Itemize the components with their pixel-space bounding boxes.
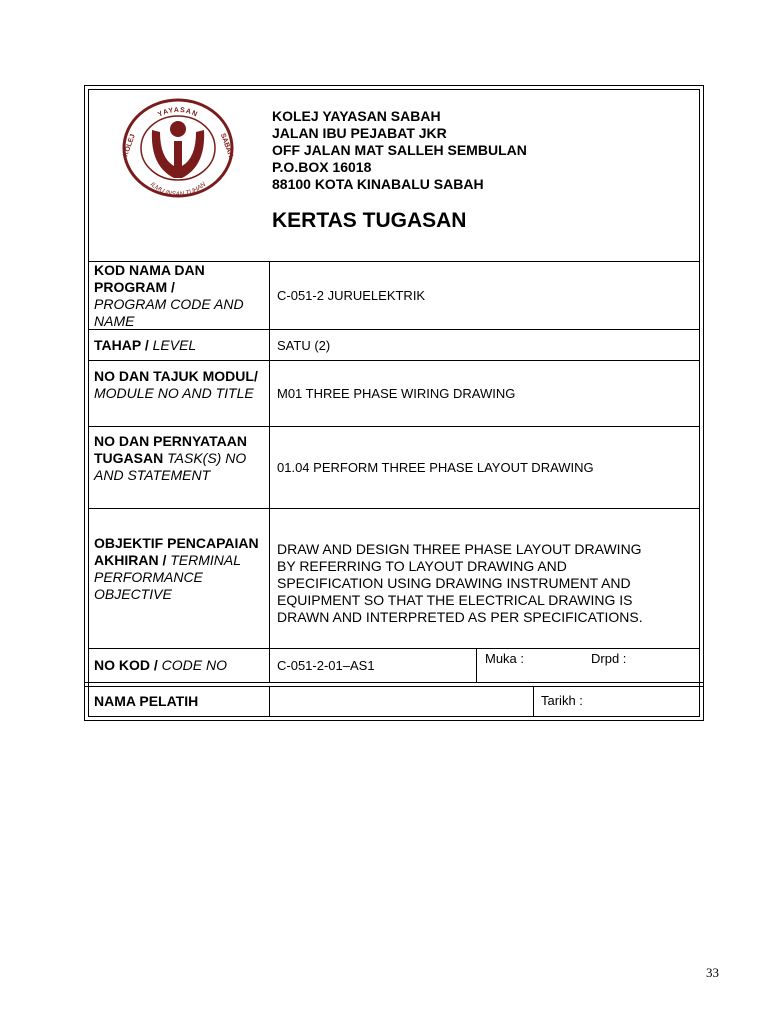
row-divider: [84, 682, 704, 683]
page-number: 33: [706, 965, 719, 980]
code-label: NO KOD / CODE NO: [94, 657, 228, 673]
trainee-name-label: NAMA PELATIH: [94, 693, 199, 709]
objective-line: SPECIFICATION USING DRAWING INSTRUMENT AND: [277, 575, 631, 591]
column-divider: [476, 648, 477, 682]
logo-right-arm-shape: [182, 130, 204, 178]
program-value: C-051-2 JURUELEKTRIK: [277, 288, 426, 303]
logo-body-shape: [174, 141, 182, 178]
address-line: OFF JALAN MAT SALLEH SEMBULAN: [272, 142, 527, 158]
row-divider: [84, 686, 704, 687]
address-line: JALAN IBU PEJABAT JKR: [272, 125, 447, 141]
row-divider: [88, 648, 700, 649]
code-value: C-051-2-01–AS1: [277, 658, 375, 673]
logo-bottom-text: ILMU INSAN TUHAN: [148, 180, 208, 198]
column-divider: [269, 686, 270, 717]
column-divider: [269, 261, 270, 648]
document-title: KERTAS TUGASAN: [272, 209, 467, 232]
logo-top-text: YAYASAN: [156, 106, 199, 119]
objective-value: [277, 541, 697, 626]
program-label: KOD NAMA DAN PROGRAM / PROGRAM CODE AND NAME: [94, 262, 244, 329]
logo-left-arm-shape: [152, 130, 174, 178]
row-divider: [88, 508, 700, 509]
module-value: M01 THREE PHASE WIRING DRAWING: [277, 386, 516, 401]
muka-label: Muka :: [485, 651, 525, 666]
level-label: TAHAP / LEVEL: [94, 337, 197, 353]
objective-label: OBJEKTIF PENCAPAIAN AKHIRAN / TERMINAL PERFORMANCE OBJECTIVE: [94, 535, 259, 602]
logo-right-text: SABAH: [218, 132, 234, 159]
logo-left-text: KOLEJ: [122, 133, 137, 158]
objective-line: EQUIPMENT SO THAT THE ELECTRICAL DRAWING IS: [277, 592, 633, 608]
date-label: Tarikh :: [541, 693, 583, 708]
college-logo: [118, 96, 238, 198]
address-line: KOLEJ YAYASAN SABAH: [272, 108, 441, 124]
drpd-label: Drpd :: [591, 651, 627, 666]
task-value: 01.04 PERFORM THREE PHASE LAYOUT DRAWING: [277, 460, 594, 475]
row-divider: [88, 426, 700, 427]
address-line: 88100 KOTA KINABALU SABAH: [272, 176, 484, 192]
logo-head-shape: [170, 121, 186, 137]
objective-line: DRAW AND DESIGN THREE PHASE LAYOUT DRAWING: [277, 541, 642, 557]
task-label: NO DAN PERNYATAAN TUGASAN TASK(S) NO AND STATEMENT: [94, 433, 247, 483]
college-address: [272, 108, 527, 193]
address-line: P.O.BOX 16018: [272, 159, 372, 175]
column-divider: [533, 686, 534, 717]
objective-line: BY REFERRING TO LAYOUT DRAWING AND: [277, 558, 567, 574]
objective-line: DRAWN AND INTERPRETED AS PER SPECIFICATIONS.: [277, 609, 643, 625]
module-label: NO DAN TAJUK MODUL/ MODULE NO AND TITLE: [94, 368, 258, 401]
level-value: SATU (2): [277, 338, 331, 353]
row-divider: [88, 360, 700, 361]
